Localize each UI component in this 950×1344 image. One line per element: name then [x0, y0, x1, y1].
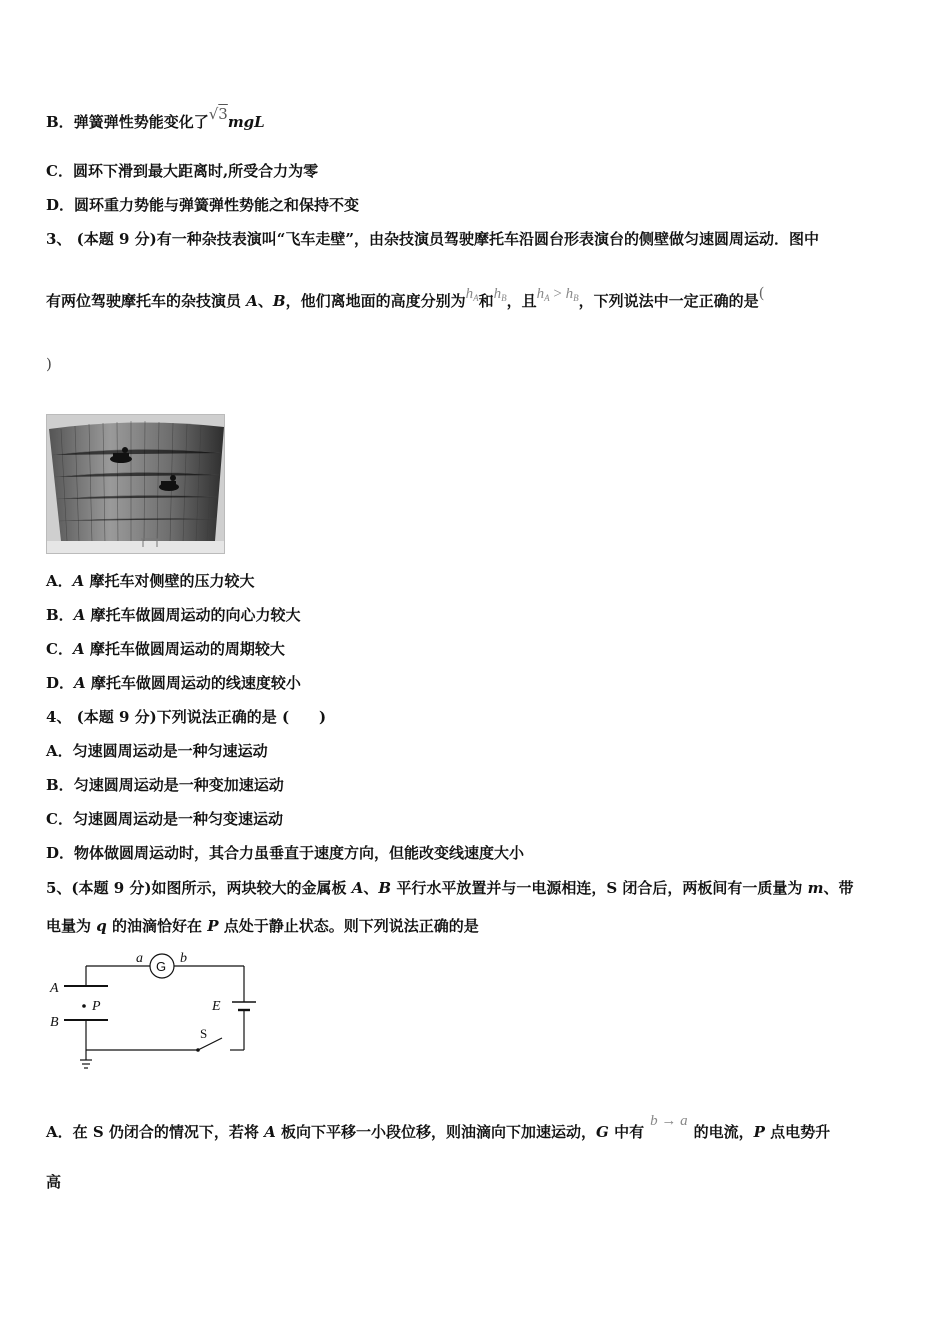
- label-s: S: [200, 1026, 208, 1041]
- option-text: 弹簧弹性势能变化了: [73, 113, 209, 131]
- answer-open-paren: (: [758, 284, 765, 302]
- option-label: B．: [46, 113, 74, 131]
- q3-option-c: C．A 摩托车做圆周运动的周期较大: [46, 640, 285, 658]
- q2-option-b: [46, 105, 265, 132]
- h-b-symbol: $h_B$: [493, 286, 507, 303]
- option-label: D．: [46, 196, 75, 214]
- current-direction: b → a: [650, 1113, 688, 1129]
- q2-option-d: [46, 195, 359, 215]
- label-p: P: [92, 999, 101, 1014]
- option-text: 圆环重力势能与弹簧弹性势能之和保持不变: [74, 196, 360, 214]
- q4-option-a: A．匀速圆周运动是一种匀速运动: [46, 742, 268, 760]
- circuit-diagram: [46, 948, 266, 1076]
- q2-option-c: [46, 161, 318, 181]
- option-text: 圆环下滑到最大距离时,所受合力为零: [72, 162, 319, 180]
- q4-option-d: D．物体做圆周运动时，其合力虽垂直于速度方向，但能改变线速度大小: [46, 844, 525, 862]
- label-plate-b: B: [50, 1015, 59, 1030]
- h-a-symbol: $h_A$: [465, 286, 479, 303]
- q3-option-a: A．A 摩托车对侧壁的压力较大: [46, 572, 255, 590]
- q3-option-d: D．A 摩托车做圆周运动的线速度较小: [46, 674, 301, 692]
- answer-close-paren: ): [46, 355, 52, 373]
- math-expr: mgL: [227, 113, 265, 131]
- label-g: G: [156, 959, 167, 974]
- label-a: a: [136, 951, 143, 966]
- q3-stem-line1: 3、 (本题 9 分)有一种杂技表演叫“飞车走壁”，由杂技演员驾驶摩托车沿圆台形表演台的侧壁做匀速圆周运动．图中: [46, 230, 819, 248]
- label-e: E: [212, 999, 221, 1014]
- option-label: C．: [46, 162, 73, 180]
- q3-option-b: B．A 摩托车做圆周运动的向心力较大: [46, 606, 301, 624]
- label-b: b: [180, 951, 187, 966]
- label-plate-a: A: [50, 981, 59, 996]
- q5-option-a-line1: A．在 S 仍闭合的情况下，若将 A 板向下平移一小段位移，则油滴向下加速运动，G 中有b → a的电流，P 点电势升: [46, 1113, 831, 1141]
- stunt-wall-illustration: [47, 415, 225, 554]
- sqrt-expression: √3: [208, 105, 228, 123]
- q4-stem: 4、 (本题 9 分)下列说法正确的是 ( ): [46, 708, 327, 726]
- oil-drop-point: [82, 1004, 86, 1008]
- height-comparison: $h_A > h_B$: [536, 286, 579, 303]
- q5-stem-line1: 5、(本题 9 分)如图所示，两块较大的金属板 A、B 平行水平放置并与一电源相连，S 闭合后，两板间有一质量为 m、带: [46, 879, 854, 897]
- q3-stem-line2: 有两位驾驶摩托车的杂技演员 A、B，他们离地面的高度分别为$h_A$和$h_B$，且$h_A > h_B$，下列说法中一定正确的是(: [46, 284, 765, 310]
- q4-option-b: B．匀速圆周运动是一种变加速运动: [46, 776, 284, 794]
- q5-option-a-line2: 高: [46, 1173, 62, 1191]
- q4-option-c: C．匀速圆周运动是一种匀变速运动: [46, 810, 283, 828]
- q5-stem-line2: 电量为 q 的油滴恰好在 P 点处于静止状态。则下列说法正确的是: [46, 917, 479, 935]
- stunt-wall-photo: [46, 414, 225, 554]
